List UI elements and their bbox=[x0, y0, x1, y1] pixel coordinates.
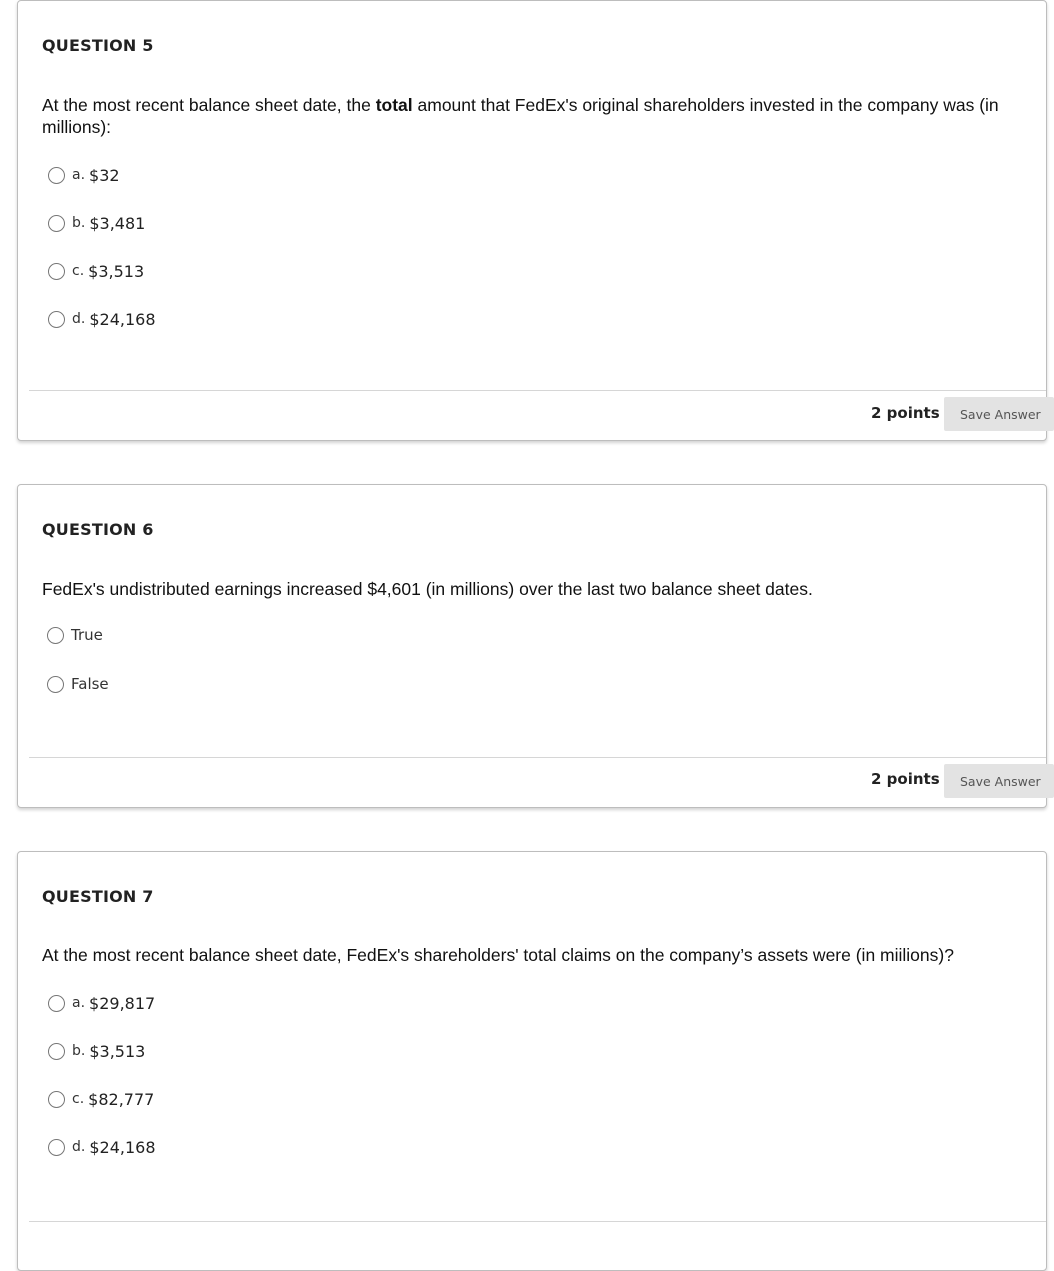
question-6-card bbox=[17, 484, 1047, 808]
question-title: QUESTION 7 bbox=[42, 887, 154, 906]
option-letter: d. bbox=[72, 1139, 86, 1155]
answer-option-true[interactable] bbox=[47, 623, 103, 647]
option-value: $3,513 bbox=[88, 261, 145, 281]
option-value: $32 bbox=[89, 165, 120, 185]
radio-button[interactable] bbox=[48, 995, 65, 1012]
question-title: QUESTION 5 bbox=[42, 36, 154, 55]
option-letter: b. bbox=[72, 215, 86, 231]
question-text bbox=[42, 94, 1017, 138]
radio-button[interactable] bbox=[48, 167, 65, 184]
footer-divider bbox=[29, 390, 1046, 391]
option-letter: d. bbox=[72, 311, 86, 327]
question-text: FedEx's undistributed earnings increased $4,601 (in millions) over the last two balance sheet dates. bbox=[42, 579, 813, 599]
radio-button[interactable] bbox=[48, 311, 65, 328]
answer-option-a[interactable] bbox=[48, 991, 155, 1015]
radio-button[interactable] bbox=[48, 263, 65, 280]
radio-button[interactable] bbox=[48, 1091, 65, 1108]
option-value: $3,481 bbox=[89, 213, 146, 233]
answer-option-b[interactable] bbox=[48, 1039, 145, 1063]
footer-divider bbox=[29, 757, 1046, 758]
question-text-part: At the most recent balance sheet date, the bbox=[42, 95, 376, 115]
radio-button[interactable] bbox=[48, 215, 65, 232]
question-text: At the most recent balance sheet date, FedEx's shareholders' total claims on the company’s assets were (in miilions)? bbox=[42, 945, 954, 965]
option-value: False bbox=[71, 675, 109, 693]
footer-divider bbox=[29, 1221, 1046, 1222]
answer-option-d[interactable] bbox=[48, 1135, 156, 1159]
answer-option-d[interactable] bbox=[48, 307, 156, 331]
option-letter: a. bbox=[72, 167, 86, 183]
option-value: $29,817 bbox=[89, 993, 156, 1013]
option-value: $82,777 bbox=[88, 1089, 155, 1109]
answer-option-false[interactable] bbox=[47, 672, 109, 696]
question-5-card bbox=[17, 0, 1047, 441]
answer-option-b[interactable] bbox=[48, 211, 145, 235]
option-letter: c. bbox=[72, 1091, 85, 1107]
question-7-card bbox=[17, 851, 1047, 1271]
save-answer-button[interactable]: Save Answer bbox=[944, 397, 1054, 431]
option-letter: b. bbox=[72, 1043, 86, 1059]
option-value: $24,168 bbox=[89, 309, 156, 329]
answer-option-a[interactable] bbox=[48, 163, 120, 187]
points-label: 2 points bbox=[871, 404, 940, 422]
option-value: $3,513 bbox=[89, 1041, 146, 1061]
option-letter: c. bbox=[72, 263, 85, 279]
points-label: 2 points bbox=[871, 770, 940, 788]
option-value: True bbox=[71, 626, 103, 644]
answer-option-c[interactable] bbox=[48, 259, 144, 283]
option-value: $24,168 bbox=[89, 1137, 156, 1157]
answer-option-c[interactable] bbox=[48, 1087, 154, 1111]
save-answer-button[interactable]: Save Answer bbox=[944, 764, 1054, 798]
option-letter: a. bbox=[72, 995, 86, 1011]
radio-button[interactable] bbox=[47, 627, 64, 644]
question-title: QUESTION 6 bbox=[42, 520, 154, 539]
radio-button[interactable] bbox=[48, 1043, 65, 1060]
radio-button[interactable] bbox=[48, 1139, 65, 1156]
radio-button[interactable] bbox=[47, 676, 64, 693]
question-text-part: amount that FedEx's original shareholders invested in the company was (in millions): bbox=[42, 95, 999, 137]
question-text-emphasis: total bbox=[375, 95, 413, 115]
